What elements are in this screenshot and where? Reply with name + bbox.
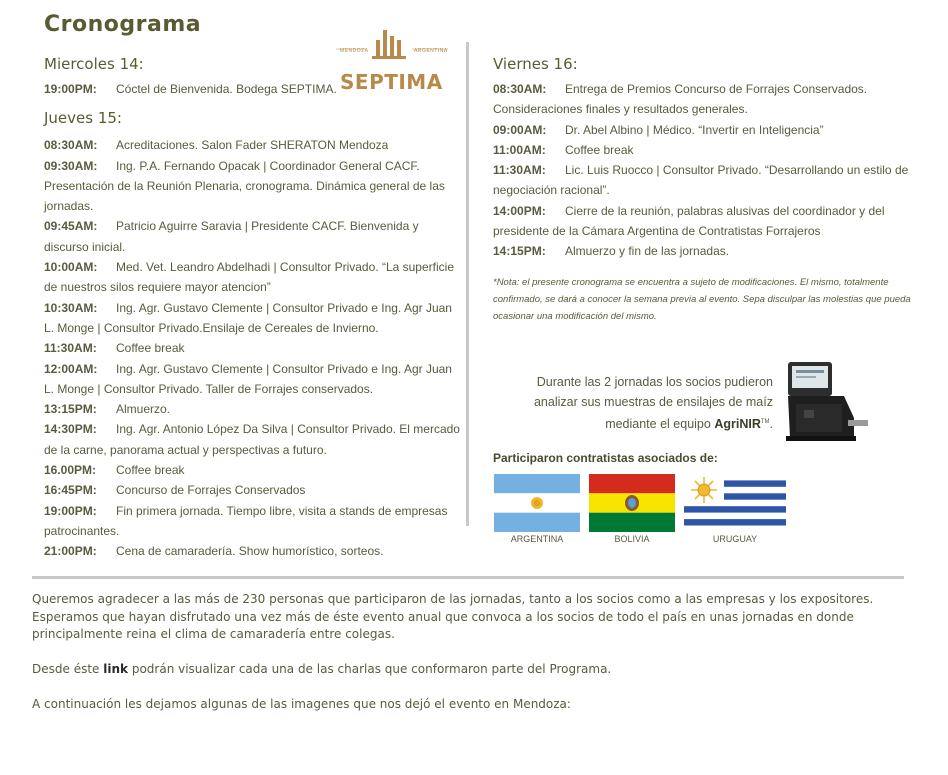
entry-description: Fin primera jornada. Tiempo libre, visita a stands de empresas patrocinantes. (44, 503, 448, 538)
schedule-entry (493, 140, 923, 160)
schedule-right-column (493, 55, 923, 325)
entry-time: 09:45AM: (44, 219, 98, 234)
thursday-entries (44, 135, 464, 561)
schedule-entry (493, 201, 923, 242)
link-paragraph: Desde éste link podrán visualizar cada una de las charlas que conformaron parte del Programa. (32, 662, 612, 676)
entry-time: 14:15PM: (493, 244, 546, 259)
entry-description: Acreditaciones. Salon Fader SHERATON Mendoza (116, 138, 389, 153)
entry-time: 21:00PM: (44, 544, 97, 559)
entry-time: 16.00PM: (44, 463, 97, 478)
argentina-flag-icon (494, 474, 580, 532)
entry-description: Coffee break (116, 341, 185, 356)
day-heading-wednesday: Miercoles 14: (44, 55, 144, 73)
section-divider (32, 576, 904, 579)
entry-description: Entrega de Premios Concurso de Forrajes Conservados. Consideraciones finales y resultados generales. (493, 82, 868, 117)
schedule-entry (493, 160, 923, 201)
entry-description: Cóctel de Bienvenida. Bodega SEPTIMA. (116, 82, 337, 96)
program-link[interactable]: link (103, 662, 128, 676)
schedule-entry (493, 120, 923, 140)
entry-time: 19:00PM: (44, 503, 97, 518)
schedule-entry (44, 216, 464, 257)
agrinir-text (505, 372, 773, 434)
day-heading-thursday: Jueves 15: (44, 109, 122, 128)
schedule-entry (44, 257, 464, 298)
flag-label-argentina: ARGENTINA (510, 534, 564, 544)
entry-description: Ing. P.A. Fernando Opacak | Coordinador General CACF. Presentación de la Reunión Plenaria, cronograma. Dinámica general de las jornadas. (44, 158, 445, 214)
entry-time: 13:15PM: (44, 402, 97, 417)
entry-description: Cierre de la reunión, palabras alusivas del coordinador y del presidente de la Cámara Argentina de Contratistas Forrajeros (493, 203, 885, 239)
schedule-entry (44, 541, 464, 561)
entry-description: Dr. Abel Albino | Médico. “Invertir en Inteligencia” (565, 122, 824, 137)
schedule-entry (44, 338, 464, 358)
schedule-entry (44, 460, 464, 480)
entry-description: Coffee break (116, 463, 185, 478)
wednesday-entries (44, 79, 464, 99)
entry-time: 11:00AM: (493, 142, 546, 157)
closing-text (32, 591, 912, 731)
schedule-entry (44, 359, 464, 400)
hope-paragraph: Esperamos que hayan disfrutado una vez más de éste evento anual que convoca a los socios de todo el país en unas jornadas en donde principalmente reina el clima de camaradería entre colegas. (32, 609, 854, 641)
entry-description: Almuerzo. (116, 402, 171, 417)
entry-description: Patricio Aguirre Saravia | Presidente CACF. Bienvenida y discurso inicial. (44, 219, 419, 254)
schedule-note: *Nota: el presente cronograma se encuentra a sujeto de modificaciones. El mismo, totalmente confirmado, se dará a conocer la semana previa al evento. Sepa disculpar las molestias que pueda ocasionar una modificación del mismo. (493, 276, 911, 322)
agrinir-line-1: Durante las 2 jornadas los socios pudieron (536, 375, 773, 389)
entry-description: Cena de camaradería. Show humorístico, sorteos. (116, 544, 384, 559)
schedule-entry (493, 241, 923, 261)
schedule-entry (44, 419, 464, 460)
entry-time: 12:00AM: (44, 361, 98, 376)
agrinir-line-3: mediante el equipo AgriNIR™. (605, 417, 773, 432)
agrinir-brand: AgriNIR (714, 417, 761, 432)
schedule-entry (493, 79, 923, 120)
entry-time: 10:30AM: (44, 300, 98, 315)
agrinir-device-image (782, 356, 872, 446)
entry-description: Ing. Agr. Gustavo Clemente | Consultor Privado e Ing. Agr Juan L. Monge | Consultor Privado. Taller de Forrajes conservados. (44, 361, 452, 396)
entry-time: 14:00PM: (493, 203, 546, 218)
images-paragraph: A continuación les dejamos algunas de las imagenes que nos dejó el evento en Mendoza: (32, 697, 571, 711)
entry-time: 09:30AM: (44, 158, 98, 173)
schedule-entry (44, 480, 464, 500)
column-divider (466, 42, 469, 526)
septima-tagline-right: ARGENTINA (414, 48, 448, 54)
schedule-entry (44, 79, 464, 99)
entry-time: 10:00AM: (44, 260, 98, 275)
contractors-heading: Participaron contratistas asociados de: (493, 451, 718, 465)
entry-time: 19:00PM: (44, 82, 97, 96)
entry-time: 08:30AM: (44, 138, 98, 153)
entry-description: Ing. Agr. Gustavo Clemente | Consultor Privado e Ing. Agr Juan L. Monge | Consultor Privado.Ensilaje de Cereales de Invierno. (44, 300, 452, 335)
uruguay-flag-icon (684, 474, 786, 532)
entry-description: Lic. Luis Ruocco | Consultor Privado. “Desarrollando un estilo de negociación racional”. (493, 163, 909, 198)
schedule-entry (44, 501, 464, 542)
entry-time: 16:45PM: (44, 483, 97, 498)
bolivia-flag-icon (589, 474, 675, 532)
septima-wordmark: SEPTIMA (340, 70, 443, 94)
entry-time: 09:00AM: (493, 122, 547, 137)
agrinir-trademark: TM (760, 419, 770, 425)
schedule-entry (44, 399, 464, 419)
friday-entries (493, 79, 923, 262)
schedule-entry (44, 135, 464, 155)
schedule-left-column (44, 55, 464, 562)
page-title: Cronograma (44, 12, 202, 37)
entry-time: 11:30AM: (44, 341, 97, 356)
entry-description: Almuerzo y fin de las jornadas. (565, 244, 730, 259)
septima-tagline-left: MENDOZA (340, 48, 369, 54)
flag-label-bolivia: BOLIVIA (614, 534, 650, 544)
entry-time: 14:30PM: (44, 422, 97, 437)
flag-label-uruguay: URUGUAY (712, 534, 758, 544)
schedule-entry (44, 298, 464, 339)
entry-time: 11:30AM: (493, 163, 546, 178)
entry-time: 08:30AM: (493, 82, 547, 96)
entry-description: Med. Vet. Leandro Abdelhadi | Consultor Privado. “La superficie de nuestros silos requiere mayor atencion” (44, 260, 454, 295)
entry-description: Ing. Agr. Antonio López Da Silva | Consultor Privado. El mercado de la carne, panorama actual y perspectivas a futuro. (44, 422, 460, 457)
entry-description: Coffee break (565, 142, 634, 157)
thanks-paragraph: Queremos agradecer a las más de 230 personas que participaron de las jornadas, tanto a los socios como a las empresas y los expositores. (32, 592, 874, 606)
entry-description: Concurso de Forrajes Conservados (116, 483, 306, 498)
day-heading-friday: Viernes 16: (493, 55, 578, 73)
schedule-entry (44, 156, 464, 217)
agrinir-line-2: analizar sus muestras de ensilajes de maíz (533, 395, 773, 409)
